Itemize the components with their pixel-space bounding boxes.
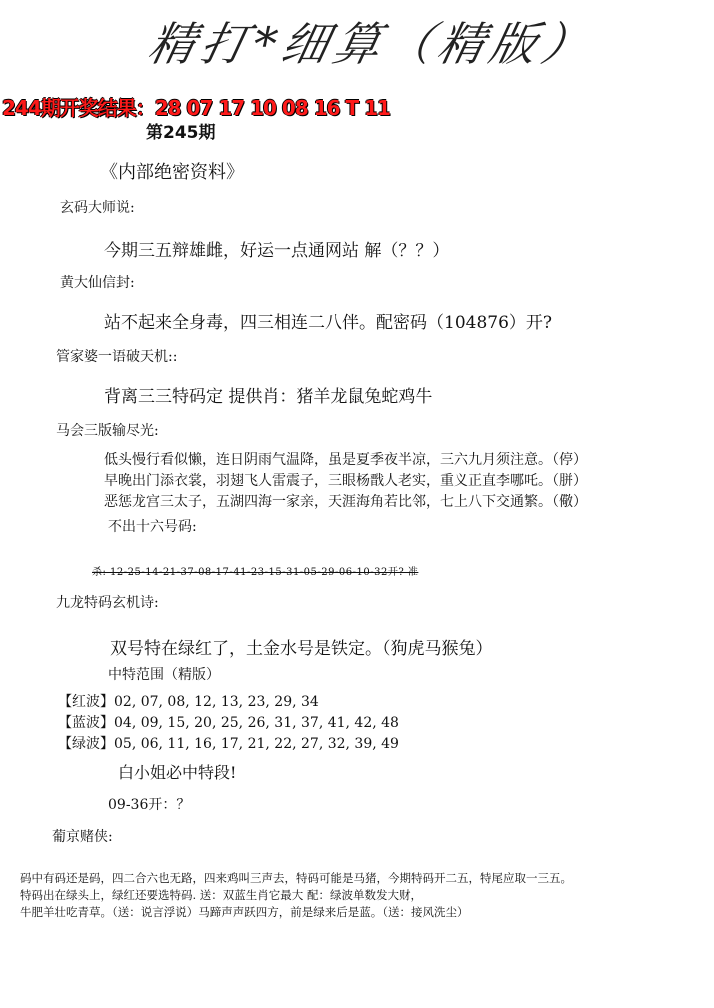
wave-numbers: 04, 09, 15, 20, 25, 26, 31, 37, 41, 42, 48 [114, 715, 399, 731]
poem-line: 恶惩龙宫三太子，五湖四海一家亲，天涯海角若比邻，七上八下交通繁。（儆） [104, 494, 587, 510]
xuanma-text: 今期三五辩雄雌，好运一点通网站 解（？？） [104, 241, 450, 261]
bottom-line: 码中有码还是码，四二合六也无路，四来鸡叫三声去，特码可能是马猪，今期特码开二五，特尾应取一三五。 [20, 871, 572, 885]
huang-label: 黄大仙信封: [60, 275, 135, 291]
wave-red [58, 691, 319, 711]
baixiaojie-text: 白小姐必中特段! [118, 763, 237, 782]
guanjia-text: 背离三三特码定 提供肖：猪羊龙鼠兔蛇鸡牛 [104, 387, 433, 407]
poem-line: 早晚出门添衣裳，羽翅飞人雷震子，三眼杨戬人老实，重义正直李哪吒。（胼） [104, 473, 587, 489]
issue-label: 第245期 [146, 123, 216, 143]
wave-numbers: 05, 06, 11, 16, 17, 21, 22, 27, 32, 39, 49 [114, 736, 399, 752]
wave-blue [58, 712, 399, 732]
mahui-label: 马会三版输尽光: [56, 423, 159, 439]
range-label: 中特范围（精版） [108, 667, 220, 683]
jiulong-text: 双号特在绿红了，土金水号是铁定。（狗虎马猴兔） [110, 639, 493, 659]
jiulong-label: 九龙特码玄机诗: [56, 595, 159, 611]
poem [104, 450, 587, 513]
wave-label: 【蓝波】 [58, 715, 114, 731]
puxia-label: 葡京赌侠: [52, 829, 113, 845]
xuanma-label: 玄码大师说: [60, 200, 135, 216]
poem-line: 低头慢行看似懒，连日阴雨气温降，虽是夏季夜半凉，三六九月须注意。（停） [104, 452, 587, 468]
bottom-line: 特码出在绿头上，绿红还要选特码. 送：双蓝生肖它最大 配：绿波单数发大财， [20, 888, 422, 902]
bottom-line: 牛肥羊壮吃青草。（送：说言浮说）马蹄声声跃四方，前是绿来后是蓝。（送：接风洗尘） [20, 905, 469, 919]
section-title: 《内部绝密资料》 [100, 162, 244, 183]
not-out-label: 不出十六号码: [108, 519, 197, 535]
wave-green [58, 733, 399, 753]
result-line: 244期开奖结果：28 07 17 10 08 16 T 11 [2, 96, 390, 120]
kill-line: 杀: 12-25-14-21-37-08-17-41-23-15-31-05-29-06-10-32开? 准 [92, 567, 419, 578]
bottom-text [20, 870, 572, 921]
wave-numbers: 02, 07, 08, 12, 13, 23, 29, 34 [114, 694, 319, 710]
wave-label: 【红波】 [58, 694, 114, 710]
range-open: 09-36开：？ [108, 797, 191, 813]
handwritten-title: 精打*细算（精版） [143, 17, 601, 71]
huang-text: 站不起来全身毒，四三相连二八伴。配密码（104876）开? [104, 313, 553, 333]
wave-label: 【绿波】 [58, 736, 114, 752]
guanjia-label: 管家婆一语破天机:: [56, 349, 178, 365]
